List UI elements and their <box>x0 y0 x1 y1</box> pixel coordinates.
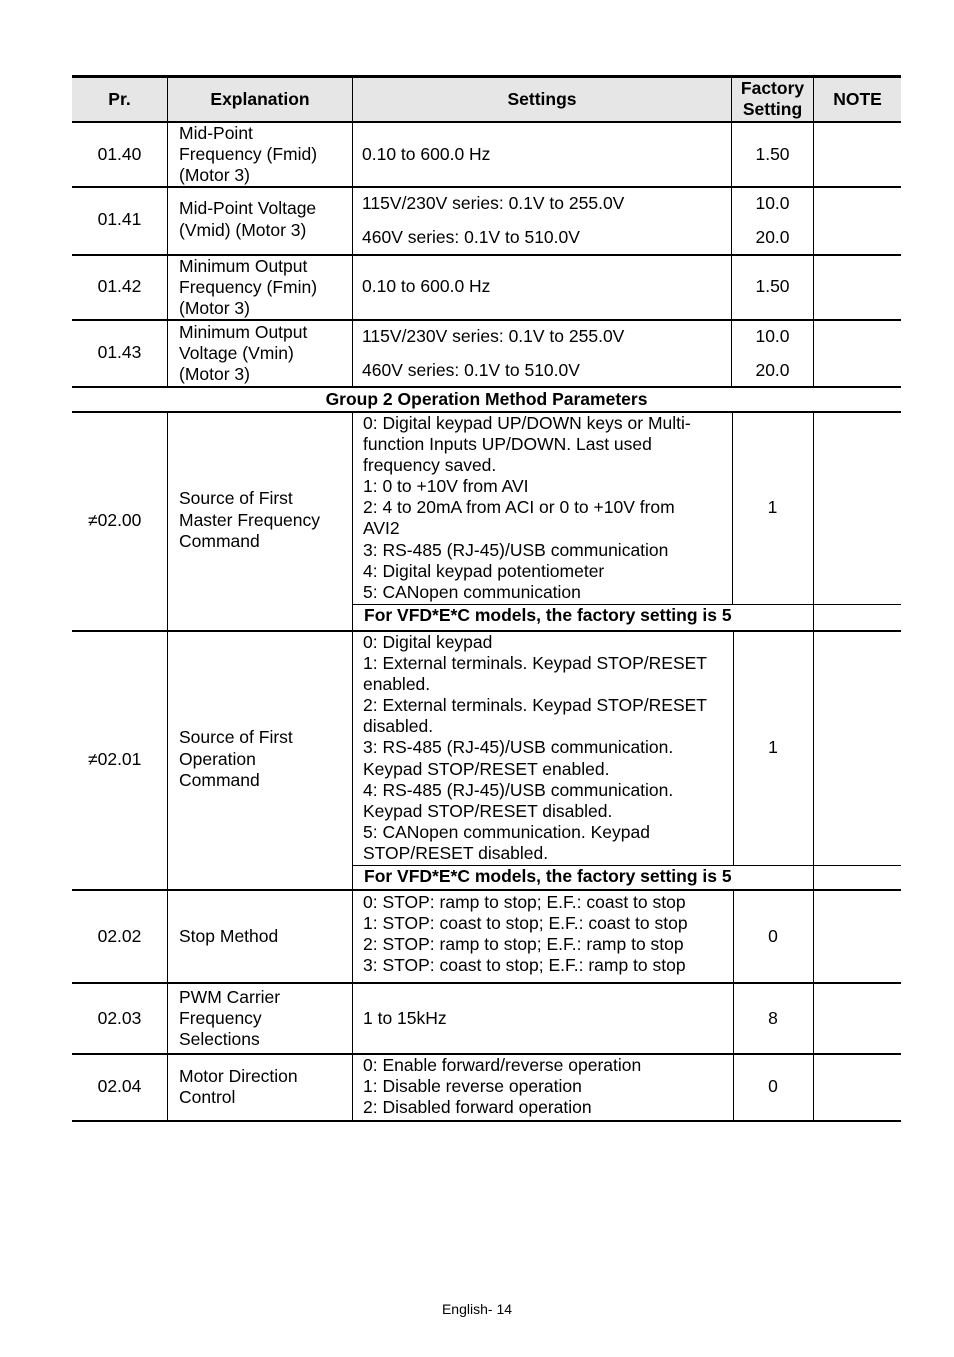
factory-setting: 0 <box>768 926 778 946</box>
settings-line: 0: Digital keypad UP/DOWN keys or Multi- <box>363 413 691 433</box>
explanation-line: Operation <box>179 749 256 769</box>
explanation-line: Selections <box>179 1029 260 1049</box>
explanation-line: Source of First <box>179 488 293 508</box>
param-number: 01.43 <box>97 342 142 362</box>
factory-setting: 1 <box>768 737 778 757</box>
row-divider <box>72 982 901 984</box>
settings-line: 0: STOP: ramp to stop; E.F.: coast to stop <box>363 892 686 912</box>
param-number-text: 02.01 <box>97 749 142 769</box>
settings-line: 2: STOP: ramp to stop; E.F.: ramp to stop <box>363 934 684 954</box>
param-number: 01.41 <box>97 209 142 229</box>
explanation-line: (Vmid) (Motor 3) <box>179 220 307 240</box>
param-number <box>88 510 141 531</box>
settings-line: Keypad STOP/RESET disabled. <box>363 801 613 821</box>
factory-setting: 1.50 <box>755 144 790 164</box>
explanation-line: Frequency (Fmin) <box>179 277 318 297</box>
settings-line: 5: CANopen communication <box>363 582 581 602</box>
row-divider <box>72 386 901 388</box>
explanation-line: Mid-Point <box>179 123 253 143</box>
settings-line: 2: Disabled forward operation <box>363 1097 592 1117</box>
factory-setting: 1.50 <box>755 276 790 296</box>
settings-line: 115V/230V series: 0.1V to 255.0V <box>362 326 625 346</box>
settings-line: enabled. <box>363 674 431 694</box>
factory-setting: 10.0 <box>755 326 790 346</box>
writable-while-running-icon: ≠ <box>88 749 98 769</box>
param-number: 02.03 <box>97 1008 142 1028</box>
settings-line: frequency saved. <box>363 455 497 475</box>
explanation-line: Voltage (Vmin) <box>179 343 294 363</box>
settings-line: 2: External terminals. Keypad STOP/RESET <box>363 695 707 715</box>
settings-line: Keypad STOP/RESET enabled. <box>363 759 610 779</box>
settings-line: 0.10 to 600.0 Hz <box>362 276 491 296</box>
header-pr: Pr. <box>108 89 131 109</box>
factory-setting: 0 <box>768 1076 778 1096</box>
settings-line: 1: STOP: coast to stop; E.F.: coast to stop <box>363 913 688 933</box>
factory-setting: 20.0 <box>755 360 790 380</box>
param-number: 02.02 <box>97 926 142 946</box>
explanation-line: Control <box>179 1087 236 1107</box>
param-number: 02.04 <box>97 1076 142 1096</box>
param-number <box>88 749 141 770</box>
row-divider <box>72 319 901 321</box>
explanation-line: (Motor 3) <box>179 364 250 384</box>
header-setting: Setting <box>742 99 803 119</box>
col-divider <box>813 77 814 387</box>
settings-line: 0: Digital keypad <box>363 632 493 652</box>
explanation-line: (Motor 3) <box>179 298 250 318</box>
settings-line: 1: 0 to +10V from AVI <box>363 476 529 496</box>
settings-line: 5: CANopen communication. Keypad <box>363 822 650 842</box>
factory-setting: 1 <box>767 497 778 517</box>
param-number: 01.40 <box>97 144 142 164</box>
factory-setting: 10.0 <box>755 193 790 213</box>
explanation-line: Frequency (Fmid) <box>179 144 318 164</box>
row-divider <box>72 186 901 188</box>
page-footer: English- 14 <box>441 1301 513 1317</box>
explanation-line: Source of First <box>179 727 293 747</box>
settings-line: AVI2 <box>363 518 400 538</box>
settings-line: 460V series: 0.1V to 510.0V <box>362 227 580 247</box>
settings-line: 0: Enable forward/reverse operation <box>363 1055 642 1075</box>
header-settings: Settings <box>507 89 577 109</box>
settings-line: 1 to 15kHz <box>363 1008 447 1028</box>
header-explanation: Explanation <box>210 89 310 109</box>
table-bottom-border <box>72 1120 901 1122</box>
settings-line: 460V series: 0.1V to 510.0V <box>362 360 580 380</box>
explanation-line: PWM Carrier <box>179 987 281 1007</box>
settings-line: 3: RS-485 (RJ-45)/USB communication <box>363 540 669 560</box>
explanation-line: Minimum Output <box>179 322 308 342</box>
settings-line: 1: External terminals. Keypad STOP/RESET <box>363 653 707 673</box>
explanation-line: Minimum Output <box>179 256 308 276</box>
param-number: 01.42 <box>97 276 142 296</box>
explanation-line: Motor Direction <box>179 1066 298 1086</box>
settings-line: 4: Digital keypad potentiometer <box>363 561 605 581</box>
writable-while-running-icon: ≠ <box>88 510 98 530</box>
settings-line: function Inputs UP/DOWN. Last used <box>363 434 652 454</box>
explanation-line: Stop Method <box>179 926 279 946</box>
settings-line: 3: STOP: coast to stop; E.F.: ramp to stop <box>363 955 686 975</box>
settings-line: 115V/230V series: 0.1V to 255.0V <box>362 193 625 213</box>
col-divider <box>167 77 168 387</box>
model-note: For VFD*E*C models, the factory setting is 5 <box>364 866 732 886</box>
factory-setting: 20.0 <box>755 227 790 247</box>
col-divider <box>813 412 814 1121</box>
settings-line: 4: RS-485 (RJ-45)/USB communication. <box>363 780 674 800</box>
settings-line: disabled. <box>363 716 434 736</box>
settings-line: 0.10 to 600.0 Hz <box>362 144 491 164</box>
explanation-line: Command <box>179 770 260 790</box>
explanation-line: (Motor 3) <box>179 165 250 185</box>
settings-line: STOP/RESET disabled. <box>363 843 549 863</box>
factory-setting: 8 <box>768 1008 778 1028</box>
settings-line: 2: 4 to 20mA from ACI or 0 to +10V from <box>363 497 675 517</box>
explanation-line: Master Frequency <box>179 510 321 530</box>
col-divider <box>167 412 168 1121</box>
row-divider <box>72 889 901 891</box>
group-title: Group 2 Operation Method Parameters <box>325 389 648 409</box>
col-divider <box>352 77 353 387</box>
model-note: For VFD*E*C models, the factory setting is 5 <box>364 605 732 625</box>
param-number-text: 02.00 <box>97 510 142 530</box>
settings-line: 3: RS-485 (RJ-45)/USB communication. <box>363 737 674 757</box>
header-factory: Factory <box>740 78 805 98</box>
explanation-line: Frequency <box>179 1008 262 1028</box>
col-divider <box>352 412 353 1121</box>
header-note: NOTE <box>833 89 882 109</box>
explanation-line: Command <box>179 531 260 551</box>
settings-line: 1: Disable reverse operation <box>363 1076 582 1096</box>
explanation-line: Mid-Point Voltage <box>179 198 317 218</box>
